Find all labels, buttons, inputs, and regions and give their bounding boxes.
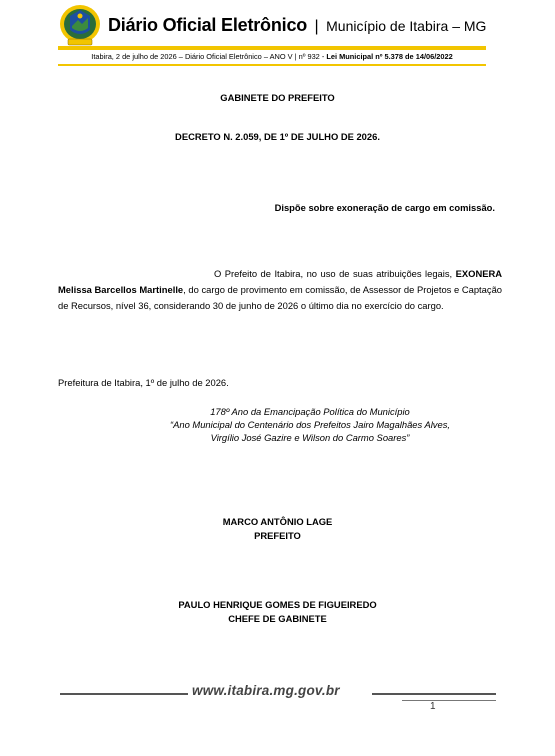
page-number-line [402,700,496,701]
department-heading: GABINETE DO PREFEITO [220,92,335,103]
title-separator: | [314,18,319,35]
edition-details: Itabira, 2 de julho de 2026 – Diário Oficial Eletrônico – ANO V | nº 932 - [91,52,327,61]
body-intro: O Prefeito de Itabira, no uso de suas atribuições legais, [214,268,453,279]
municipal-crest-icon [58,4,102,48]
place-date: Prefeitura de Itabira, 1º de julho de 2026. [58,377,229,388]
footer-url-link[interactable]: www.itabira.mg.gov.br [192,683,340,698]
signer-2-name: PAULO HENRIQUE GOMES DE FIGUEIREDO [178,599,377,610]
footer-line-right [372,693,496,695]
municipality-name: Município de Itabira – MG [326,18,487,34]
edition-info [58,52,486,61]
page-number: 1 [430,701,436,712]
subheader-divider [58,64,486,66]
body-verb: EXONERA [455,268,503,279]
body-name: Melissa Barcellos Martinelle [58,284,184,295]
signer-2-role: CHEFE DE GABINETE [228,613,327,624]
commemorative-line-1: 178º Ano da Emancipação Política do Município [210,406,410,417]
footer-line-left [60,693,188,695]
decree-body [58,266,502,314]
gazette-title: Diário Oficial Eletrônico [108,15,308,35]
signer-1-name: MARCO ANTÔNIO LAGE [222,516,333,527]
header-title-row [108,15,486,36]
law-reference: Lei Municipal nº 5.378 de 14/06/2022 [326,52,453,61]
body-rest: , do cargo de provimento em comissão, de Assessor de Projetos e Captação de Recursos, nível 36, considerando 30 de junho de 2026 o último dia no exercício do cargo. [58,284,502,311]
header [58,4,498,48]
commemorative-line-2: “Ano Municipal do Centenário dos Prefeitos Jairo Magalhães Alves, [169,419,450,430]
header-divider [58,46,486,50]
decree-ementa: Dispõe sobre exoneração de cargo em comissão. [274,202,495,213]
signer-1-role: PREFEITO [254,530,301,541]
commemorative-block [120,405,500,444]
decree-title: DECRETO N. 2.059, DE 1º DE JULHO DE 2026. [175,131,380,142]
commemorative-line-3: Virgílio José Gazire e Wilson do Carmo Soares” [210,432,410,443]
